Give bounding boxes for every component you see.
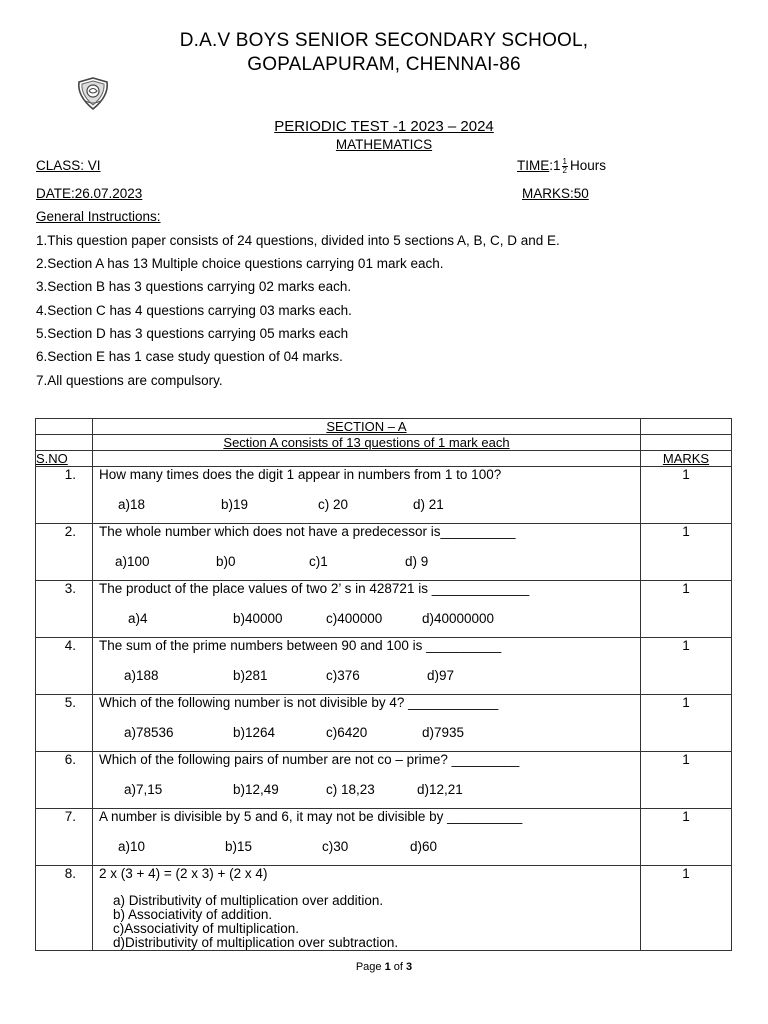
question-row [36,809,732,866]
test-title: PERIODIC TEST -1 2023 – 2024 [274,118,494,135]
option: d) 9 [405,554,429,569]
question-cell [93,695,641,752]
school-name-line1: D.A.V BOYS SENIOR SECONDARY SCHOOL, [179,30,589,51]
option: a) Distributivity of multiplication over addition. [113,893,384,908]
question-row [36,752,732,809]
option: b)1264 [233,725,276,740]
question-number: 2. [36,524,93,581]
time-label: TIME [517,158,550,174]
question-marks: 1 [641,866,732,951]
time-value: :1 [549,158,561,174]
question-number: 1. [36,467,93,524]
options [99,782,640,798]
options [99,554,640,570]
question-row [36,638,732,695]
question-row [36,866,732,951]
question-row [36,695,732,752]
col-header-sno: S.NO [36,451,93,467]
question-text: The sum of the prime numbers between 90 and 100 is __________ [99,638,502,653]
option: a)188 [124,668,159,683]
question-text: How many times does the digit 1 appear in numbers from 1 to 100? [99,467,502,482]
question-cell [93,752,641,809]
option: d)Distributivity of multiplication over subtraction. [113,935,399,950]
time-info [517,158,606,175]
question-cell [93,467,641,524]
option: d)7935 [422,725,465,740]
question-cell [93,809,641,866]
option: b) Associativity of addition. [113,907,273,922]
option: c)376 [326,668,360,683]
options [99,611,640,627]
question-cell [93,524,641,581]
options [99,894,640,950]
page-prefix: Page [355,961,385,973]
marks-label: MARKS:50 [522,186,589,201]
instruction-item: 1.This question paper consists of 24 questions, divided into 5 sections A, B, C, D and E. [36,233,560,248]
time-fraction: $\frac{1}{2}$ [562,157,567,175]
question-text: The product of the place values of two 2’ s in 428721 is _____________ [99,581,530,596]
col-header-marks: MARKS [641,451,732,467]
question-number: 4. [36,638,93,695]
option: c)1 [309,554,328,569]
time-unit: Hours [569,158,606,174]
instruction-item: 7.All questions are compulsory. [36,373,223,388]
question-cell [93,638,641,695]
question-cell [93,866,641,951]
question-row [36,524,732,581]
option: d)40000000 [422,611,495,626]
class-label: CLASS: VI [36,158,101,173]
question-marks: 1 [641,581,732,638]
question-text: The whole number which does not have a predecessor is__________ [99,524,516,539]
instruction-item: 2.Section A has 13 Multiple choice questions carrying 01 mark each. [36,256,444,271]
instruction-item: 5.Section D has 3 questions carrying 05 marks each [36,326,349,341]
column-header-row [36,451,732,467]
question-marks: 1 [641,695,732,752]
option: a)4 [128,611,148,626]
option: d)60 [410,839,438,854]
option: b)0 [216,554,236,569]
page-mid: of [390,961,407,973]
question-number: 8. [36,866,93,951]
question-marks: 1 [641,524,732,581]
question-text: Which of the following number is not divisible by 4? ____________ [99,695,499,710]
options [99,725,640,741]
section-title-row [36,419,732,435]
option: c)Associativity of multiplication. [113,921,300,936]
option: c)30 [322,839,349,854]
page-total: 3 [406,961,413,973]
options [99,497,640,513]
question-row [36,581,732,638]
option: d) 21 [413,497,444,512]
subject-title: MATHEMATICS [335,137,433,152]
option: b)40000 [233,611,283,626]
option: a)7,15 [124,782,163,797]
instructions-title: General Instructions: [36,209,161,224]
option: b)281 [233,668,268,683]
school-emblem-icon [74,76,112,112]
question-row [36,467,732,524]
page-current: 1 [384,961,391,973]
question-text: A number is divisible by 5 and 6, it may not be divisible by __________ [99,809,523,824]
section-subtitle: Section A consists of 13 questions of 1 mark each [93,435,641,451]
instruction-item: 6.Section E has 1 case study question of 04 marks. [36,349,343,364]
option: d)97 [427,668,455,683]
school-name-line2: GOPALAPURAM, CHENNAI-86 [247,54,521,75]
question-cell [93,581,641,638]
question-text: Which of the following pairs of number are not co – prime? _________ [99,752,520,767]
option: b)12,49 [233,782,279,797]
option: c)400000 [326,611,383,626]
question-number: 7. [36,809,93,866]
option: c)6420 [326,725,368,740]
section-a-table [35,418,732,951]
question-marks: 1 [641,467,732,524]
options [99,839,640,855]
question-marks: 1 [641,638,732,695]
option: a)10 [118,839,146,854]
option: c) 18,23 [326,782,375,797]
question-number: 3. [36,581,93,638]
option: a)100 [115,554,150,569]
date-label: DATE:26.07.2023 [36,186,143,201]
question-number: 6. [36,752,93,809]
option: a)18 [118,497,146,512]
question-number: 5. [36,695,93,752]
option: d)12,21 [417,782,463,797]
question-marks: 1 [641,752,732,809]
section-title: SECTION – A [93,419,641,435]
options [99,668,640,684]
option: b)15 [225,839,253,854]
option: c) 20 [318,497,349,512]
instruction-item: 3.Section B has 3 questions carrying 02 marks each. [36,279,352,294]
instruction-item: 4.Section C has 4 questions carrying 03 marks each. [36,303,352,318]
option: b)19 [221,497,249,512]
page-footer [0,961,768,973]
question-marks: 1 [641,809,732,866]
section-subtitle-row [36,435,732,451]
option: a)78536 [124,725,174,740]
question-text: 2 x (3 + 4) = (2 x 3) + (2 x 4) [99,866,268,881]
